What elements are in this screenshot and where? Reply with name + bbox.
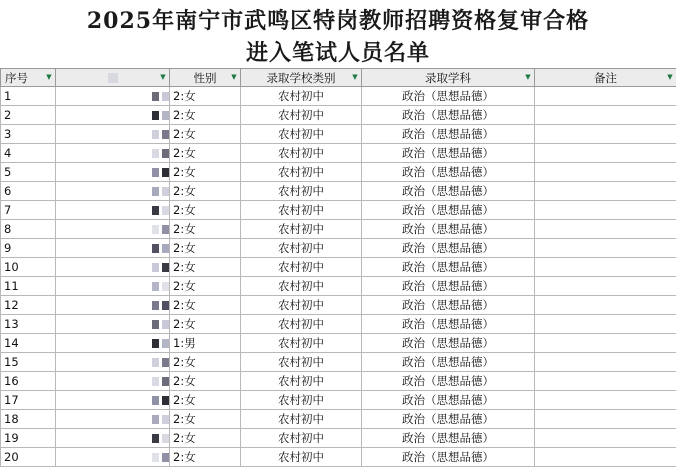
- seq-cell[interactable]: 16: [1, 372, 56, 391]
- sex-cell[interactable]: 2:女: [170, 277, 241, 296]
- redaction-block: [152, 339, 159, 348]
- sex-cell[interactable]: 2:女: [170, 125, 241, 144]
- school-type-cell[interactable]: 农村初中: [241, 429, 362, 448]
- redaction-block: [152, 320, 159, 329]
- note-cell[interactable]: [535, 353, 676, 372]
- redaction-block: [162, 130, 169, 139]
- subject-cell[interactable]: 政治（思想品德）: [362, 144, 535, 163]
- note-cell[interactable]: [535, 220, 676, 239]
- sex-cell[interactable]: 2:女: [170, 163, 241, 182]
- note-cell[interactable]: [535, 277, 676, 296]
- sex-cell[interactable]: 2:女: [170, 353, 241, 372]
- column-header-label: 序号: [5, 70, 28, 85]
- redaction-block: [162, 415, 169, 424]
- name-cell-redacted[interactable]: [56, 391, 170, 410]
- subject-cell[interactable]: 政治（思想品德）: [362, 182, 535, 201]
- seq-cell[interactable]: 12: [1, 296, 56, 315]
- redaction-block: [152, 282, 159, 291]
- name-cell-redacted[interactable]: [56, 429, 170, 448]
- redaction-block: [152, 92, 159, 101]
- note-cell[interactable]: [535, 182, 676, 201]
- table-row[interactable]: [1, 220, 676, 239]
- redacted-name-blur: [152, 413, 170, 427]
- note-cell[interactable]: [535, 144, 676, 163]
- redaction-block: [152, 434, 159, 443]
- school-type-cell[interactable]: 农村初中: [241, 410, 362, 429]
- sex-cell[interactable]: 2:女: [170, 372, 241, 391]
- seq-cell[interactable]: 1: [1, 87, 56, 106]
- seq-cell[interactable]: 6: [1, 182, 56, 201]
- note-cell[interactable]: [535, 239, 676, 258]
- subject-cell[interactable]: 政治（思想品德）: [362, 410, 535, 429]
- redaction-block: [152, 453, 159, 462]
- redacted-name-blur: [152, 223, 170, 237]
- redacted-name-blur: [152, 394, 170, 408]
- seq-cell[interactable]: 14: [1, 334, 56, 353]
- redaction-block: [162, 244, 169, 253]
- table-row[interactable]: [1, 106, 676, 125]
- seq-cell[interactable]: 9: [1, 239, 56, 258]
- subject-cell[interactable]: 政治（思想品德）: [362, 220, 535, 239]
- redaction-block: [152, 111, 159, 120]
- candidate-table: [0, 68, 676, 467]
- sex-cell[interactable]: 2:女: [170, 410, 241, 429]
- filter-dropdown-icon[interactable]: ▼: [667, 73, 673, 81]
- table-row[interactable]: [1, 410, 676, 429]
- school-type-cell[interactable]: 农村初中: [241, 106, 362, 125]
- redacted-name-blur: [152, 337, 170, 351]
- name-cell-redacted[interactable]: [56, 258, 170, 277]
- column-header-subject[interactable]: [362, 69, 535, 87]
- column-header-label: 录取学科: [425, 70, 471, 85]
- redacted-name-blur: [152, 242, 170, 256]
- note-cell[interactable]: [535, 106, 676, 125]
- redaction-block: [162, 377, 169, 386]
- note-cell[interactable]: [535, 125, 676, 144]
- note-cell[interactable]: [535, 315, 676, 334]
- name-cell-redacted[interactable]: [56, 201, 170, 220]
- redaction-block: [162, 263, 169, 272]
- column-header-sex[interactable]: [170, 69, 241, 87]
- column-header-school-type[interactable]: [241, 69, 362, 87]
- sex-cell[interactable]: 2:女: [170, 144, 241, 163]
- school-type-cell[interactable]: 农村初中: [241, 334, 362, 353]
- school-type-cell[interactable]: 农村初中: [241, 220, 362, 239]
- page-subtitle: 进入笔试人员名单: [245, 40, 430, 66]
- name-cell-redacted[interactable]: [56, 296, 170, 315]
- subject-cell[interactable]: 政治（思想品德）: [362, 201, 535, 220]
- redacted-name-blur: [152, 318, 170, 332]
- table-row[interactable]: [1, 144, 676, 163]
- redacted-name-blur: [152, 128, 170, 142]
- school-type-cell[interactable]: 农村初中: [241, 163, 362, 182]
- subject-cell[interactable]: 政治（思想品德）: [362, 391, 535, 410]
- redaction-block: [152, 263, 159, 272]
- note-cell[interactable]: [535, 201, 676, 220]
- name-cell-redacted[interactable]: [56, 220, 170, 239]
- name-cell-redacted[interactable]: [56, 315, 170, 334]
- seq-cell[interactable]: 13: [1, 315, 56, 334]
- redaction-block: [152, 415, 159, 424]
- school-type-cell[interactable]: 农村初中: [241, 201, 362, 220]
- subject-cell[interactable]: 政治（思想品德）: [362, 372, 535, 391]
- redaction-block: [152, 396, 159, 405]
- note-cell[interactable]: [535, 296, 676, 315]
- sex-cell[interactable]: 2:女: [170, 239, 241, 258]
- redaction-block: [162, 206, 169, 215]
- redaction-block: [152, 168, 159, 177]
- redaction-block: [162, 396, 169, 405]
- note-cell[interactable]: [535, 410, 676, 429]
- redaction-block: [152, 301, 159, 310]
- redacted-name-blur: [152, 185, 170, 199]
- redacted-name-blur: [152, 299, 170, 313]
- seq-cell[interactable]: 20: [1, 448, 56, 467]
- name-cell-redacted[interactable]: [56, 87, 170, 106]
- redaction-block: [162, 339, 169, 348]
- note-cell[interactable]: [535, 372, 676, 391]
- name-cell-redacted[interactable]: [56, 448, 170, 467]
- note-cell[interactable]: [535, 163, 676, 182]
- school-type-cell[interactable]: 农村初中: [241, 144, 362, 163]
- sex-cell[interactable]: 2:女: [170, 448, 241, 467]
- column-header-name[interactable]: [56, 69, 170, 87]
- seq-cell[interactable]: 5: [1, 163, 56, 182]
- sex-cell[interactable]: 1:男: [170, 334, 241, 353]
- redaction-block: [152, 244, 159, 253]
- redaction-block: [152, 130, 159, 139]
- name-cell-redacted[interactable]: [56, 106, 170, 125]
- table-row[interactable]: [1, 258, 676, 277]
- redacted-name-blur: [152, 280, 170, 294]
- redaction-block: [162, 434, 169, 443]
- table-row[interactable]: [1, 372, 676, 391]
- redaction-block: [162, 282, 169, 291]
- subject-cell[interactable]: 政治（思想品德）: [362, 163, 535, 182]
- table-row[interactable]: [1, 296, 676, 315]
- redacted-name-blur: [152, 261, 170, 275]
- name-cell-redacted[interactable]: [56, 239, 170, 258]
- redacted-name-blur: [152, 204, 170, 218]
- redacted-name-blur: [152, 451, 170, 465]
- subject-cell[interactable]: 政治（思想品德）: [362, 448, 535, 467]
- subject-cell[interactable]: 政治（思想品德）: [362, 125, 535, 144]
- filter-dropdown-icon[interactable]: ▼: [160, 73, 166, 81]
- redaction-block: [162, 187, 169, 196]
- name-cell-redacted[interactable]: [56, 334, 170, 353]
- table-row[interactable]: [1, 429, 676, 448]
- redacted-name-blur: [152, 356, 170, 370]
- sex-cell[interactable]: 2:女: [170, 391, 241, 410]
- redaction-block: [162, 453, 169, 462]
- seq-cell[interactable]: 15: [1, 353, 56, 372]
- redaction-block: [162, 225, 169, 234]
- school-type-cell[interactable]: 农村初中: [241, 258, 362, 277]
- redaction-block: [162, 301, 169, 310]
- seq-cell[interactable]: 18: [1, 410, 56, 429]
- subject-cell[interactable]: 政治（思想品德）: [362, 106, 535, 125]
- redaction-block: [162, 320, 169, 329]
- name-cell-redacted[interactable]: [56, 144, 170, 163]
- table-row[interactable]: [1, 448, 676, 467]
- school-type-cell[interactable]: 农村初中: [241, 372, 362, 391]
- name-cell-redacted[interactable]: [56, 372, 170, 391]
- subject-cell[interactable]: 政治（思想品德）: [362, 315, 535, 334]
- redaction-block: [152, 377, 159, 386]
- subject-cell[interactable]: 政治（思想品德）: [362, 429, 535, 448]
- school-type-cell[interactable]: 农村初中: [241, 239, 362, 258]
- redacted-name-blur: [152, 90, 170, 104]
- name-cell-redacted[interactable]: [56, 182, 170, 201]
- filter-dropdown-icon[interactable]: ▼: [46, 73, 52, 81]
- table-row[interactable]: [1, 239, 676, 258]
- table-row[interactable]: [1, 315, 676, 334]
- sex-cell[interactable]: 2:女: [170, 182, 241, 201]
- table-row[interactable]: [1, 277, 676, 296]
- redaction-block: [162, 149, 169, 158]
- table-row[interactable]: [1, 182, 676, 201]
- page-title: 2025年南宁市武鸣区特岗教师招聘资格复审合格: [86, 8, 590, 34]
- redaction-block: [152, 187, 159, 196]
- school-type-cell[interactable]: 农村初中: [241, 296, 362, 315]
- redacted-name-blur: [152, 166, 170, 180]
- header-row: [1, 69, 676, 87]
- redaction-block: [162, 92, 169, 101]
- filter-dropdown-icon[interactable]: ▼: [525, 73, 531, 81]
- redaction-block: [162, 358, 169, 367]
- column-header-note[interactable]: [535, 69, 676, 87]
- school-type-cell[interactable]: 农村初中: [241, 391, 362, 410]
- sex-cell[interactable]: 2:女: [170, 429, 241, 448]
- subject-cell[interactable]: 政治（思想品德）: [362, 87, 535, 106]
- seq-cell[interactable]: 10: [1, 258, 56, 277]
- subject-cell[interactable]: 政治（思想品德）: [362, 277, 535, 296]
- redaction-block: [152, 206, 159, 215]
- school-type-cell[interactable]: 农村初中: [241, 353, 362, 372]
- column-header-seq[interactable]: [1, 69, 56, 87]
- name-cell-redacted[interactable]: [56, 277, 170, 296]
- sex-cell[interactable]: 2:女: [170, 296, 241, 315]
- subject-cell[interactable]: 政治（思想品德）: [362, 296, 535, 315]
- note-cell[interactable]: [535, 258, 676, 277]
- note-cell[interactable]: [535, 391, 676, 410]
- sex-cell[interactable]: 2:女: [170, 258, 241, 277]
- note-cell[interactable]: [535, 448, 676, 467]
- table-row[interactable]: [1, 87, 676, 106]
- redaction-block: [162, 168, 169, 177]
- subject-cell[interactable]: 政治（思想品德）: [362, 258, 535, 277]
- table-row[interactable]: [1, 353, 676, 372]
- school-type-cell[interactable]: 农村初中: [241, 277, 362, 296]
- column-header-label-redacted: [108, 73, 118, 83]
- school-type-cell[interactable]: 农村初中: [241, 315, 362, 334]
- redacted-name-blur: [152, 432, 170, 446]
- seq-cell[interactable]: 3: [1, 125, 56, 144]
- redaction-block: [152, 149, 159, 158]
- seq-cell[interactable]: 11: [1, 277, 56, 296]
- redaction-block: [152, 358, 159, 367]
- sex-cell[interactable]: 2:女: [170, 201, 241, 220]
- name-cell-redacted[interactable]: [56, 125, 170, 144]
- sex-cell[interactable]: 2:女: [170, 106, 241, 125]
- school-type-cell[interactable]: 农村初中: [241, 125, 362, 144]
- school-type-cell[interactable]: 农村初中: [241, 87, 362, 106]
- table-row[interactable]: [1, 163, 676, 182]
- school-type-cell[interactable]: 农村初中: [241, 182, 362, 201]
- note-cell[interactable]: [535, 87, 676, 106]
- subject-cell[interactable]: 政治（思想品德）: [362, 239, 535, 258]
- table-body: [1, 87, 676, 467]
- column-header-label: 性别: [193, 70, 217, 85]
- filter-dropdown-icon[interactable]: ▼: [352, 73, 358, 81]
- seq-cell[interactable]: 7: [1, 201, 56, 220]
- table-row[interactable]: [1, 125, 676, 144]
- seq-cell[interactable]: 2: [1, 106, 56, 125]
- column-header-label: 备注: [594, 70, 617, 85]
- redaction-block: [152, 225, 159, 234]
- table-row[interactable]: [1, 201, 676, 220]
- note-cell[interactable]: [535, 429, 676, 448]
- school-type-cell[interactable]: 农村初中: [241, 448, 362, 467]
- column-header-label: 录取学校类别: [266, 70, 336, 85]
- redacted-name-blur: [152, 109, 170, 123]
- subject-cell[interactable]: 政治（思想品德）: [362, 334, 535, 353]
- seq-cell[interactable]: 19: [1, 429, 56, 448]
- name-cell-redacted[interactable]: [56, 353, 170, 372]
- name-cell-redacted[interactable]: [56, 410, 170, 429]
- sex-cell[interactable]: 2:女: [170, 315, 241, 334]
- table-row[interactable]: [1, 334, 676, 353]
- seq-cell[interactable]: 17: [1, 391, 56, 410]
- filter-dropdown-icon[interactable]: ▼: [231, 73, 237, 81]
- name-cell-redacted[interactable]: [56, 163, 170, 182]
- redacted-name-blur: [152, 375, 170, 389]
- sex-cell[interactable]: 2:女: [170, 87, 241, 106]
- redaction-block: [162, 111, 169, 120]
- table-row[interactable]: [1, 391, 676, 410]
- seq-cell[interactable]: 8: [1, 220, 56, 239]
- note-cell[interactable]: [535, 334, 676, 353]
- redacted-name-blur: [152, 147, 170, 161]
- seq-cell[interactable]: 4: [1, 144, 56, 163]
- subject-cell[interactable]: 政治（思想品德）: [362, 353, 535, 372]
- sex-cell[interactable]: 2:女: [170, 220, 241, 239]
